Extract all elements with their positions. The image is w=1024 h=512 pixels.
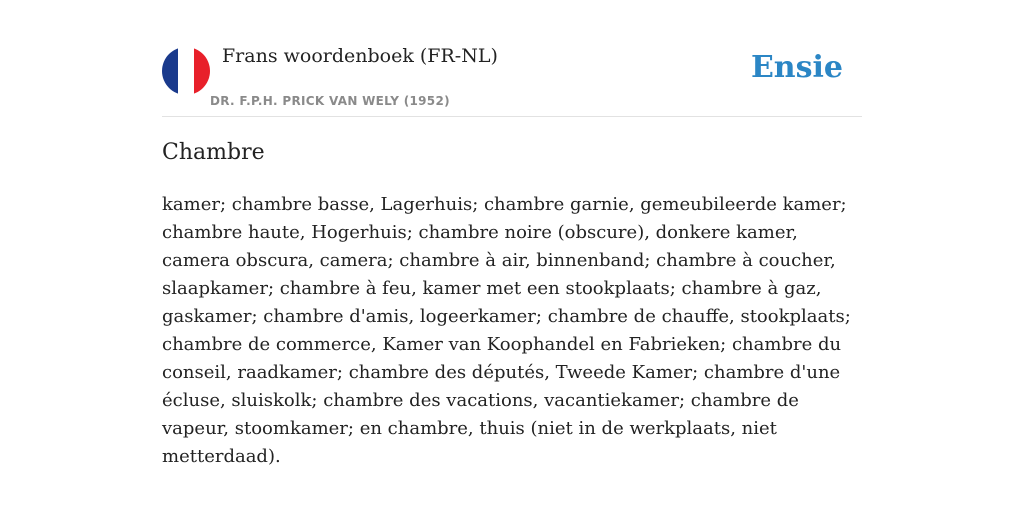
flag-band-white (178, 47, 194, 95)
dictionary-author: DR. F.P.H. PRICK VAN WELY (1952) (210, 94, 450, 108)
dictionary-title[interactable]: Frans woordenboek (FR-NL) (222, 45, 498, 67)
flag-band-red (194, 47, 210, 95)
entry-definition: kamer; chambre basse, Lagerhuis; chambre garnie, gemeubileerde kamer; chambre haute, Hogerhuis; chambre noire (obscure), donkere kamer, camera obscura, camera; chambre à air, binnenband; chambre à coucher, slaapkamer; chambre à feu, kamer met een stookplaats; chambre à gaz, gaskamer; chambre d'amis, logeerkamer; chambre de chauffe, stookplaats; chambre de commerce, Kamer van Koophandel en Fabrieken; chambre du conseil, raadkamer; chambre des députés, Tweede Kamer; chambre d'une écluse, sluiskolk; chambre des vacations, vacantiekamer; chambre de vapeur, stoomkamer; en chambre, thuis (niet in de werkplaats, niet metterdaad). (162, 194, 851, 467)
dictionary-card (162, 0, 862, 512)
entry-title: Chambre (162, 140, 265, 165)
brand-logo[interactable]: Ensie (750, 50, 843, 85)
header (162, 0, 862, 117)
flag-band-blue (162, 47, 178, 95)
france-flag-icon (162, 47, 210, 95)
